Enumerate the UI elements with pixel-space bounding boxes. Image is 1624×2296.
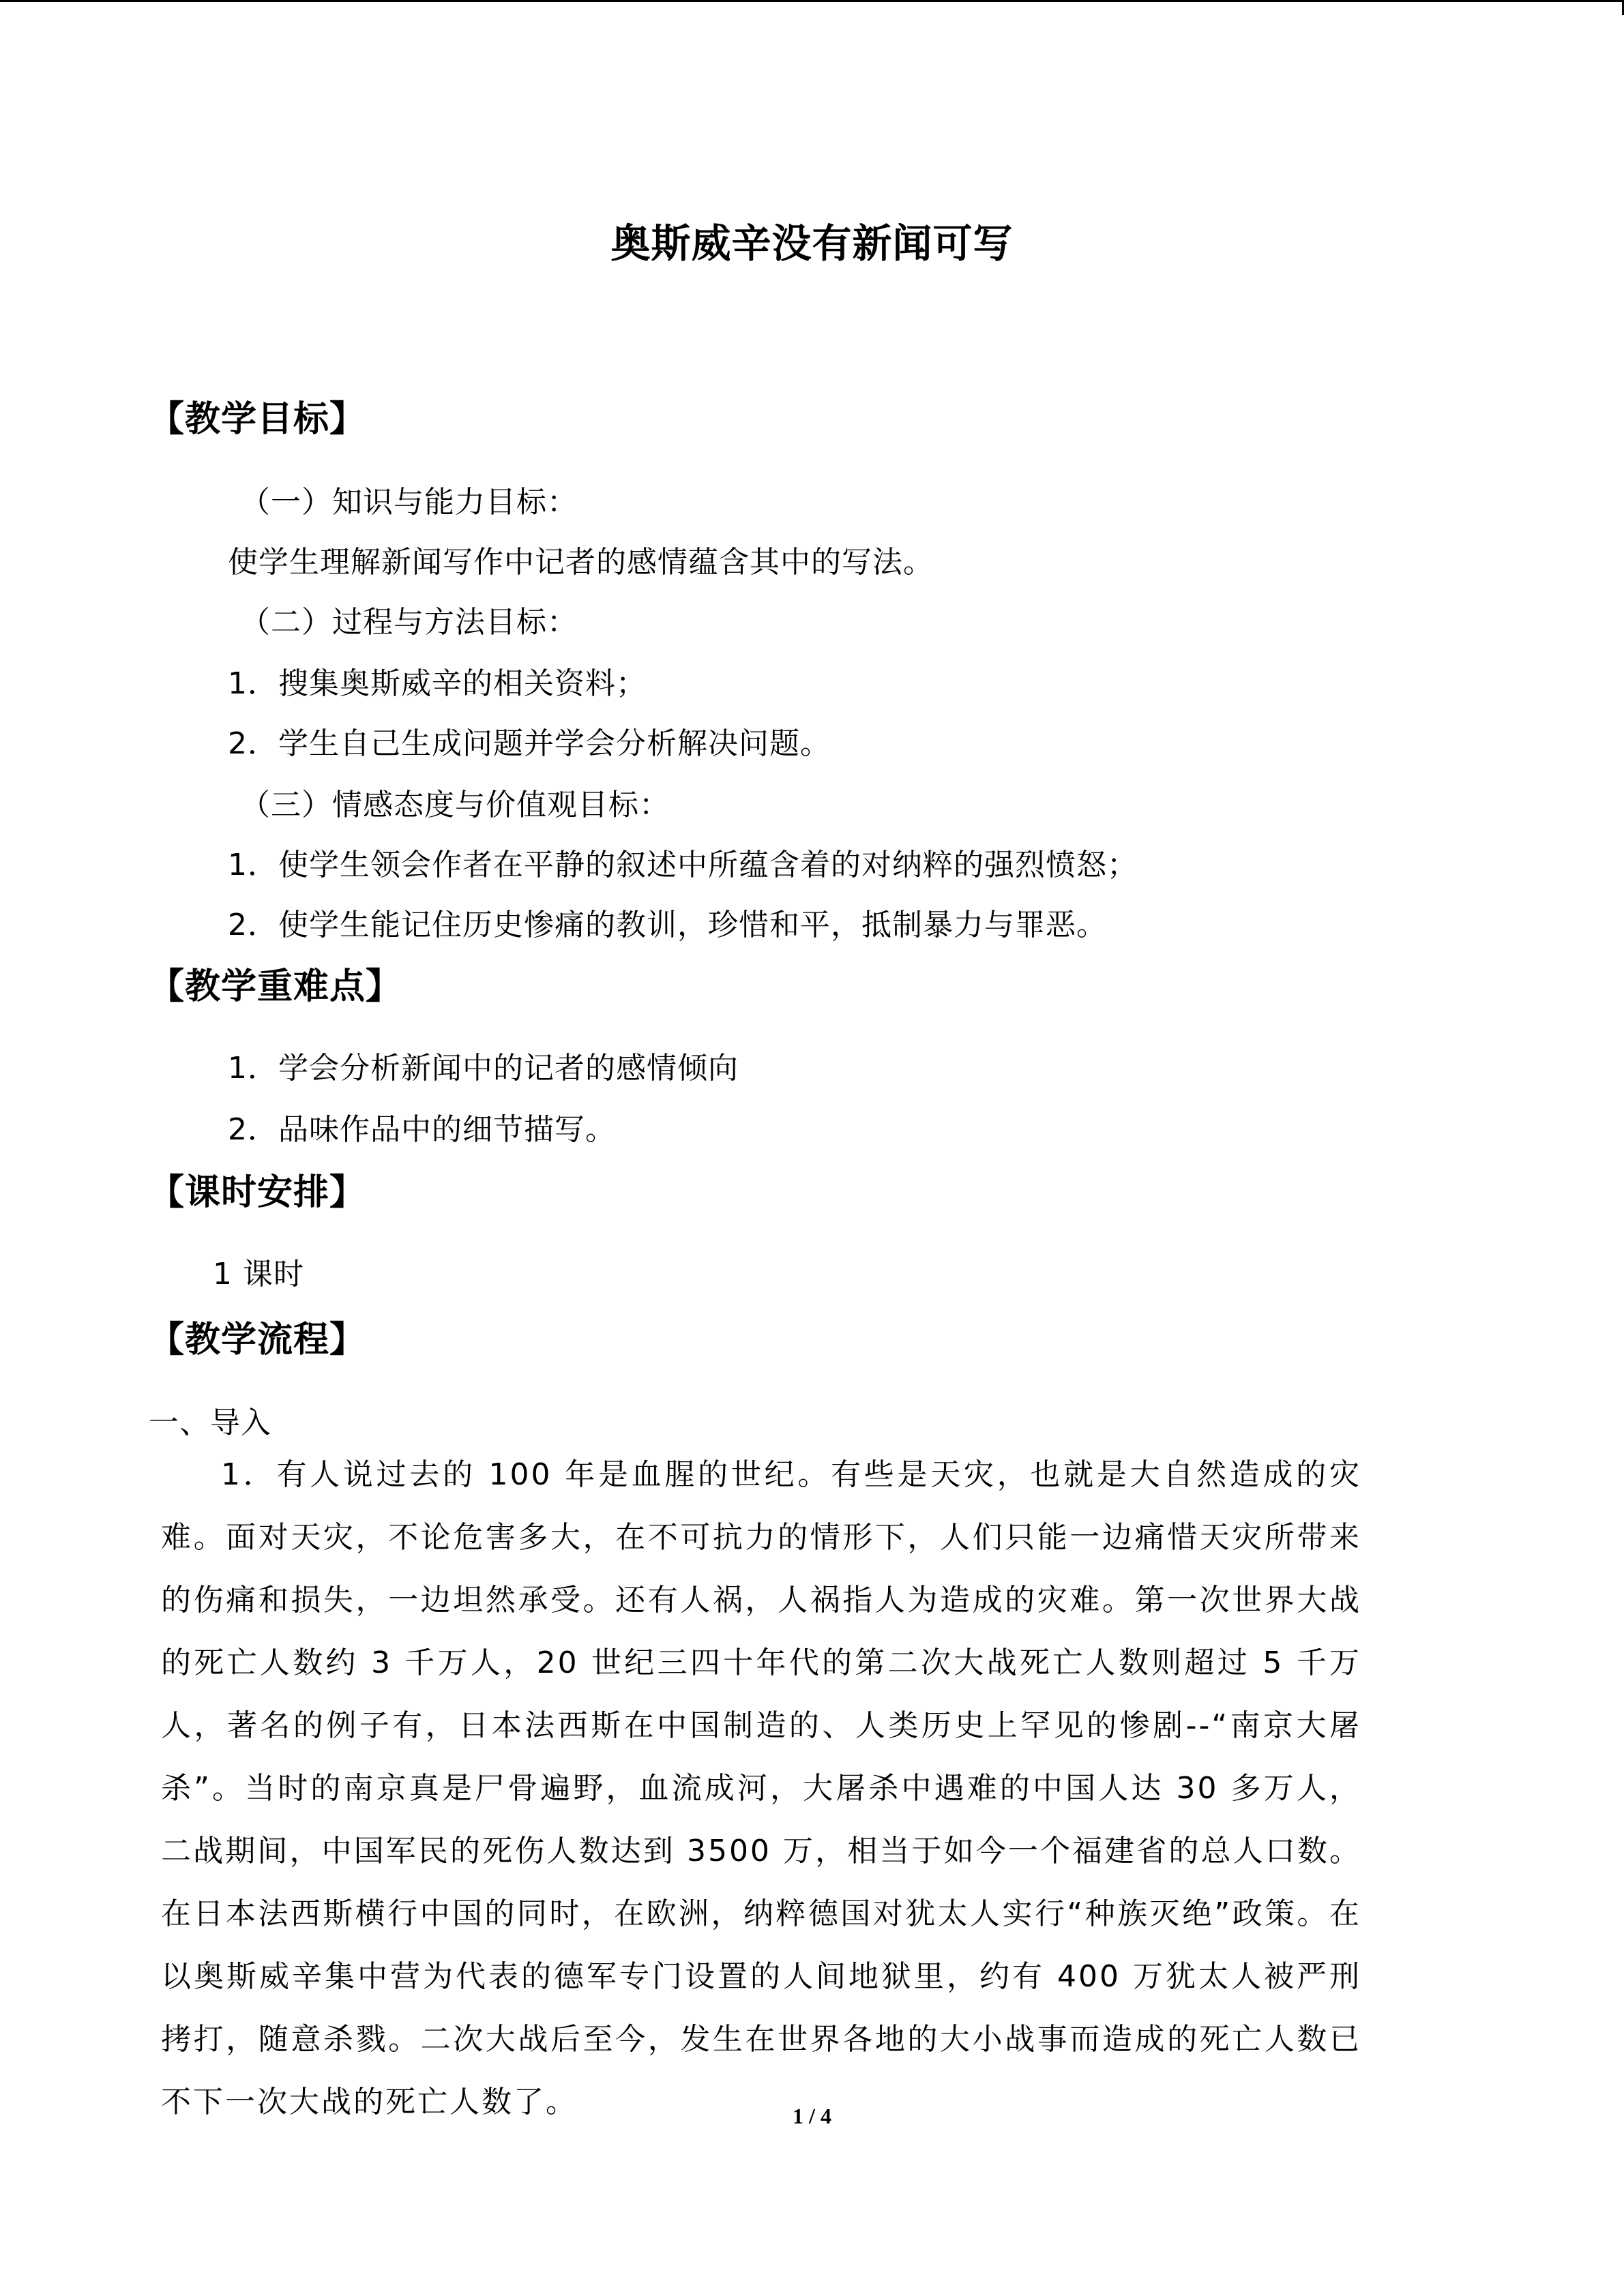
heading-teaching-goals: 【教学目标】 — [149, 399, 366, 440]
flow-step-label: 一、导入 — [149, 1405, 271, 1440]
process-goal-item: 2．学生自己生成问题并学会分析解决问题。 — [228, 726, 831, 761]
emotion-goal-item: 2．使学生能记住历史惨痛的教训，珍惜和平，抵制暴力与罪恶。 — [228, 908, 1107, 942]
heading-schedule: 【课时安排】 — [149, 1172, 366, 1213]
process-goal-item: 1．搜集奥斯威辛的相关资料； — [228, 666, 647, 701]
key-point-item: 2．品味作品中的细节描写。 — [228, 1112, 616, 1147]
key-point-item: 1．学会分析新闻中的记者的感情倾向 — [228, 1051, 739, 1086]
emotion-goal-item: 1．使学生领会作者在平静的叙述中所蕴含着的对纳粹的强烈愤怒； — [228, 848, 1138, 882]
knowledge-goal-text: 使学生理解新闻写作中记者的感情蕴含其中的写法。 — [228, 545, 934, 580]
page-number: 1 / 4 — [793, 2104, 831, 2128]
intro-paragraph-text: 1．有人说过去的 100 年是血腥的世纪。有些是天灾，也就是大自然造成的灾难。面对天灾，不论危害多大，在不可抗力的情形下，人们只能一边痛惜天灾所带来的伤痛和损失，一边坦然承受。还有人祸，人祸指人为造成的灾难。第一次世界大战的死亡人数约 3 千万人，20 世纪三四十年代的第二次大战死亡人数则超过 5 千万人，著名的例子有，日本法西斯在中国制造的、人类历史上罕见的惨剧--“南京大屠杀”。当时的南京真是尸骨遍野，血流成河，大屠杀中遇难的中国人达 30 多万人，二战期间，中国军民的死伤人数达到 3500 万，相当于如今一个福建省的总人口数。在日本法西斯横行中国的同时，在欧洲，纳粹德国对犹太人实行“种族灭绝”政策。在以奥斯威辛集中营为代表的德军专门设置的人间地狱里，约有 400 万犹太人被严刑拷打，随意杀戮。二次大战后至今，发生在世界各地的大小战事而造成的死亡人数已不下一次大战的死亡人数了。 — [161, 1457, 1361, 2119]
emotion-goal-label: （三）情感态度与价值观目标： — [240, 788, 670, 822]
heading-teaching-flow: 【教学流程】 — [149, 1320, 366, 1360]
intro-paragraph — [161, 1444, 1361, 2134]
top-border — [0, 0, 1624, 2]
schedule-text: 1 课时 — [213, 1257, 304, 1292]
page-title: 奥斯威辛没有新闻可写 — [610, 220, 1014, 267]
knowledge-goal-label: （一）知识与能力目标： — [240, 485, 578, 520]
heading-key-points: 【教学重难点】 — [149, 966, 402, 1007]
process-goal-label: （二）过程与方法目标： — [240, 605, 578, 640]
